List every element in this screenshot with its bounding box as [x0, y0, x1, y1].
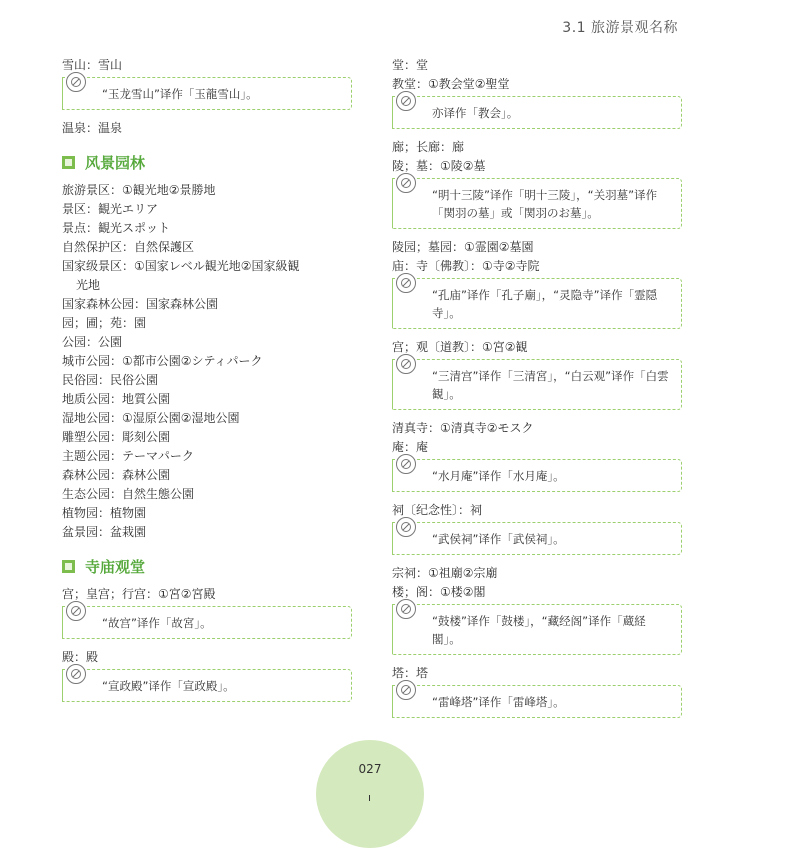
note-text: “玉龙雪山”译作「玉龍雪山」。 [102, 87, 258, 101]
entry-palace: 宫；皇宫；行宫：①宮②宮殿 [62, 587, 216, 601]
note-icon [396, 680, 416, 700]
note-icon [396, 173, 416, 193]
section-heading-landscape [62, 152, 352, 173]
note-icon [396, 91, 416, 111]
entry-corridor: 廊；长廊：廊 [392, 140, 465, 154]
entry-cemetery: 陵园；墓园：①霊園②墓園 [392, 240, 534, 254]
list-item: 旅游景区：①観光地②景勝地 [62, 183, 216, 197]
note-box [62, 606, 352, 639]
note-box [392, 522, 682, 555]
note-icon [396, 354, 416, 374]
section-square-icon [62, 560, 75, 573]
entry-hot-spring: 温泉：温泉 [62, 121, 123, 135]
note-box [392, 685, 682, 718]
note-box [392, 178, 682, 229]
right-column [392, 56, 682, 727]
entry-tomb: 陵；墓：①陵②墓 [392, 159, 486, 173]
list-item: 盆景园：盆栽園 [62, 525, 147, 539]
list-item: 城市公园：①都市公園②シティパーク [62, 354, 263, 368]
list-item: 主题公园：テーマパーク [62, 449, 194, 463]
section-title: 寺庙观堂 [85, 558, 146, 576]
section-title: 风景园林 [85, 154, 146, 172]
note-box [392, 459, 682, 492]
entry-ancestral-hall: 宗祠：①祖廟②宗廟 [392, 566, 498, 580]
note-text: “孔庙”译作「孔子廟」，“灵隐寺”译作「霊隠寺」。 [432, 288, 658, 320]
entry-nunnery: 庵：庵 [392, 440, 429, 454]
note-icon [66, 664, 86, 684]
entry-snow-mountain: 雪山：雪山 [62, 58, 123, 72]
note-icon [396, 273, 416, 293]
entry-hall: 殿：殿 [62, 650, 99, 664]
entry-temple: 庙：寺〔佛教〕：①寺②寺院 [392, 259, 540, 273]
entry-church: 教堂：①教会堂②聖堂 [392, 77, 510, 91]
list-item: 生态公园：自然生態公園 [62, 487, 195, 501]
note-icon [396, 517, 416, 537]
chapter-header: 3.1 旅游景观名称 [562, 20, 678, 36]
note-text: “宣政殿”译作「宣政殿」。 [102, 679, 235, 693]
entry-mosque: 清真寺：①清真寺②モスク [392, 421, 534, 435]
list-item [62, 257, 352, 295]
note-box [392, 604, 682, 655]
list-item: 地质公园：地質公園 [62, 392, 171, 406]
list-item: 景点：観光スポット [62, 221, 171, 235]
list-item: 民俗园：民俗公園 [62, 373, 159, 387]
list-item: 公园：公園 [62, 335, 123, 349]
left-column [62, 56, 352, 711]
note-icon [396, 454, 416, 474]
note-text: “故宫”译作「故宮」。 [102, 616, 212, 630]
list-item-continuation: 光地 [76, 278, 101, 292]
note-box [392, 359, 682, 410]
list-item: 园；圃；苑：園 [62, 316, 147, 330]
note-box [392, 278, 682, 329]
list-item: 植物园：植物園 [62, 506, 147, 520]
note-text: “明十三陵”译作「明十三陵」，“关羽墓”译作「関羽の墓」或「関羽のお墓」。 [432, 188, 658, 220]
entry-hall-tang: 堂：堂 [392, 58, 429, 72]
list-item: 自然保护区：自然保護区 [62, 240, 195, 254]
list-item: 湿地公园：①湿原公園②湿地公園 [62, 411, 240, 425]
list-item: 森林公园：森林公園 [62, 468, 171, 482]
entry-pavilion: 楼；阁：①楼②閣 [392, 585, 486, 599]
section-heading-temples [62, 556, 352, 577]
list-item: 雕塑公园：彫刻公園 [62, 430, 171, 444]
page-number: 027 [358, 762, 382, 776]
note-box [62, 77, 352, 110]
note-box [392, 96, 682, 129]
section-square-icon [62, 156, 75, 169]
note-text: “武侯祠”译作「武侯祠」。 [432, 532, 565, 546]
note-text: “水月庵”译作「水月庵」。 [432, 469, 565, 483]
list-item-text: 国家级景区：①国家レベル観光地②国家級観 [62, 259, 300, 273]
note-text: “鼓楼”译作「鼓楼」，“藏经阁”译作「蔵経閣」。 [432, 614, 646, 646]
entry-shrine: 祠〔纪念性〕：祠 [392, 503, 483, 517]
note-text: 亦译作「教会」。 [432, 106, 519, 120]
list-item: 景区：観光エリア [62, 202, 159, 216]
list-item: 国家森林公园：国家森林公園 [62, 297, 219, 311]
page-number-badge [316, 740, 424, 848]
page-tick-mark [369, 795, 370, 801]
note-text: “三清宫”译作「三清宮」，“白云观”译作「白雲観」。 [432, 369, 669, 401]
entry-taoist-temple: 宫；观〔道教〕：①宮②観 [392, 340, 528, 354]
entry-pagoda: 塔：塔 [392, 666, 429, 680]
note-icon [66, 601, 86, 621]
note-box [62, 669, 352, 702]
note-icon [66, 72, 86, 92]
note-text: “雷峰塔”译作「雷峰塔」。 [432, 695, 565, 709]
note-icon [396, 599, 416, 619]
